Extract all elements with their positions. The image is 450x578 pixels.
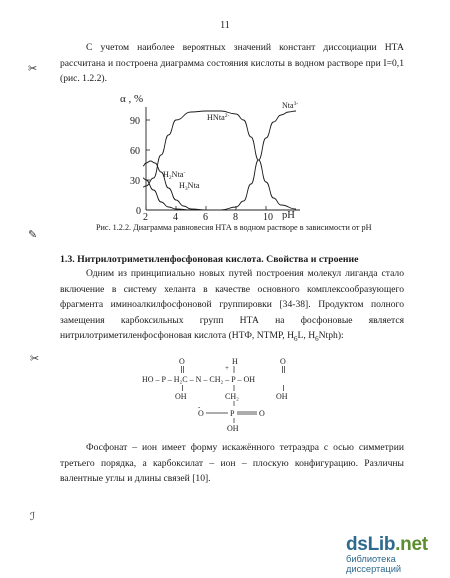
x-axis-label: pH bbox=[282, 210, 295, 220]
body-paragraph bbox=[60, 266, 404, 347]
x-tick-label: 2 bbox=[143, 212, 148, 220]
equilibrium-diagram bbox=[100, 90, 340, 220]
subscript: 6 bbox=[294, 334, 298, 343]
figure-caption: Рис. 1.2.2. Диаграмма равновесия НТА в водном растворе в зависимости от рН bbox=[96, 223, 372, 232]
label-nta: Nta$^{3-}$ bbox=[282, 101, 299, 110]
group-ch2: CH₂ bbox=[225, 392, 239, 401]
group-oh: OH bbox=[175, 392, 187, 401]
atom-o-minus: O bbox=[198, 409, 204, 418]
label-h2nta: $H_2Nta^-$ bbox=[163, 170, 186, 181]
x-tick-label: 4 bbox=[173, 212, 178, 220]
y-tick-label: 90 bbox=[130, 116, 140, 127]
section-heading: 1.3. Нитрилотриметиленфосфоновая кислота. Свойства и строение bbox=[60, 254, 359, 265]
margin-mark: ✂ bbox=[28, 63, 38, 75]
watermark-name: dsLib bbox=[346, 534, 396, 555]
atom-p: P bbox=[230, 409, 235, 418]
x-tick-label: 8 bbox=[233, 212, 238, 220]
body-text: Ntph): bbox=[318, 330, 344, 341]
y-tick-label: 60 bbox=[130, 146, 140, 157]
label-hnta: HNta$^{2-}$ bbox=[207, 113, 230, 122]
page-number: 11 bbox=[220, 20, 230, 31]
charge-minus: - bbox=[198, 403, 201, 411]
watermark-logo bbox=[346, 534, 450, 574]
x-tick-label: 10 bbox=[263, 212, 273, 220]
atom-h: H bbox=[232, 357, 238, 366]
body-text: Одним из принципиально новых путей построения молекул лиганда стало включение в систему хеланта в качестве основного комплексообразующего фрагмента иминоалкилфосфоновой группировки [34-38]. Продуктом полного замещения карбоксильных групп НТА на фосфоновые является нитрилотриметиленфосфоновая кислота (НТФ, NTMP, H bbox=[60, 268, 404, 341]
margin-mark: ✎ bbox=[28, 229, 38, 241]
watermark-subtitle: библиотека диссертаций bbox=[346, 554, 402, 574]
closing-paragraph: Фосфонат – ион имеет форму искажённого тетраэдра с осью симметрии третьего порядка, а карбоксилат – ион – плоскую конфигурацию. Различны валентные углы и длины связей [10]. bbox=[60, 442, 404, 484]
atom-o: O bbox=[179, 357, 185, 366]
margin-mark: ✂ bbox=[30, 353, 40, 365]
structure-main-row: HO – P – H₂C – N – CH₂ – P – OH bbox=[142, 375, 255, 384]
subscript: 6 bbox=[315, 334, 319, 343]
y-tick-label: 30 bbox=[130, 176, 140, 187]
group-oh: OH bbox=[227, 424, 239, 432]
margin-mark: ℐ bbox=[30, 511, 36, 523]
series-line bbox=[221, 111, 296, 210]
group-oh: OH bbox=[276, 392, 288, 401]
charge-plus: + bbox=[225, 364, 229, 372]
body-text: L, H bbox=[297, 330, 316, 341]
atom-o: O bbox=[280, 357, 286, 366]
y-axis-label: α , % bbox=[120, 93, 144, 105]
label-h3nta: $H_3Nta$ bbox=[179, 181, 200, 192]
atom-o: O bbox=[259, 409, 265, 418]
y-tick-label: 0 bbox=[136, 206, 141, 217]
intro-paragraph: С учетом наиболее вероятных значений констант диссоциации НТА рассчитана и построена диаграмма состояния кислоты в водном растворе при I=0,1 (рис. 1.2.2). bbox=[60, 42, 404, 84]
series-line bbox=[143, 111, 296, 209]
chemical-structure bbox=[140, 356, 330, 432]
x-tick-label: 6 bbox=[203, 212, 208, 220]
watermark-tld: .net bbox=[395, 534, 428, 555]
